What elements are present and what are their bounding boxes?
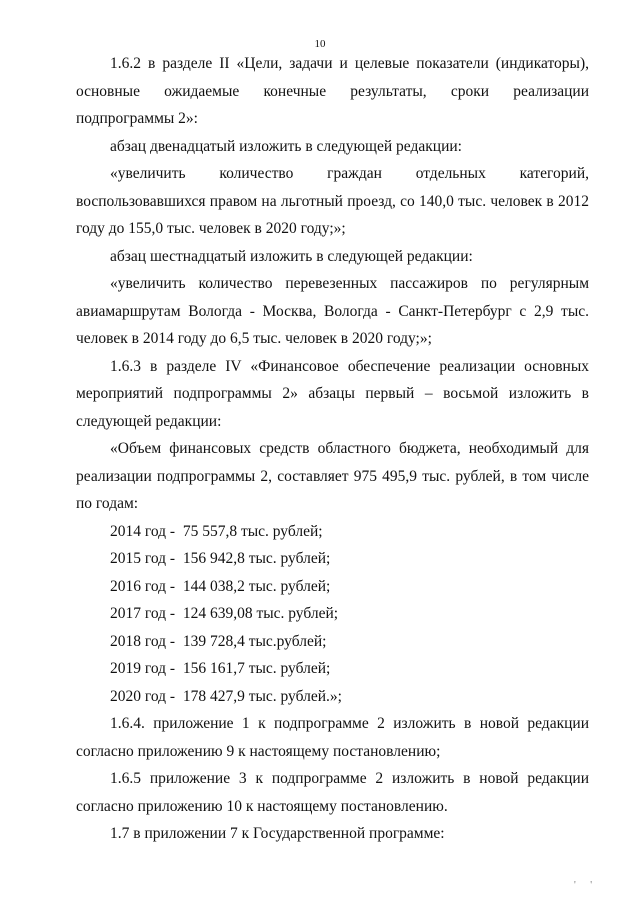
paragraph-abzac-16-intro: абзац шестнадцатый изложить в следующей редакции: [110,247,473,265]
paragraph-1-6-4: 1.6.4. приложение 1 к подпрограмме 2 изложить в новой редакции согласно приложению 9 к настоящему постановлению; [76,715,589,760]
paragraph-1-6-5: 1.6.5 приложение 3 к подпрограмме 2 изложить в новой редакции согласно приложению 10 к настоящему постановлению. [76,770,589,815]
paragraph-funding-total: «Объем финансовых средств областного бюджета, необходимый для реализации подпрограммы 2, составляет 975 495,9 тыс. рублей, в том числе по годам: [76,440,589,512]
paragraph-abzac-12-text: «увеличить количество граждан отдельных категорий, воспользовавшихся правом на льготный проезд, со 140,0 тыс. человек в 2012 году до 155,0 тыс. человек в 2020 году;»; [76,165,589,237]
funding-year-line: 2014 год - 75 557,8 тыс. рублей; [110,522,323,540]
document-body [76,50,589,848]
paragraph-abzac-12-intro: абзац двенадцатый изложить в следующей редакции: [110,137,462,155]
scan-marks: ' ' [574,880,599,891]
paragraph-1-6-3: 1.6.3 в разделе IV «Финансовое обеспечение реализации основных мероприятий подпрограммы 2» абзацы первый – восьмой изложить в следующей редакции: [76,357,589,430]
page-number: 10 [314,38,326,50]
paragraph-1-6-2: 1.6.2 в разделе II «Цели, задачи и целевые показатели (индикаторы), основные ожидаемые конечные результаты, сроки реализации подпрограммы 2»: [76,55,589,127]
funding-year-line: 2017 год - 124 639,08 тыс. рублей; [110,605,339,622]
funding-year-line: 2019 год - 156 161,7 тыс. рублей; [110,660,331,677]
funding-year-line: 2015 год - 156 942,8 тыс. рублей; [110,550,331,567]
funding-year-line: 2018 год - 139 728,4 тыс.рублей; [110,632,327,650]
funding-year-line: 2020 год - 178 427,9 тыс. рублей.»; [110,687,342,705]
funding-year-line: 2016 год - 144 038,2 тыс. рублей; [110,577,331,595]
paragraph-abzac-16-text: «увеличить количество перевезенных пассажиров по регулярным авиамаршрутам Вологда - Москва, Вологда - Санкт-Петербург с 2,9 тыс. человек в 2014 году до 6,5 тыс. человек в 2020 году;»; [76,275,589,347]
paragraph-1-7: 1.7 в приложении 7 к Государственной программе: [110,825,445,842]
funding-by-year-list [76,518,589,711]
